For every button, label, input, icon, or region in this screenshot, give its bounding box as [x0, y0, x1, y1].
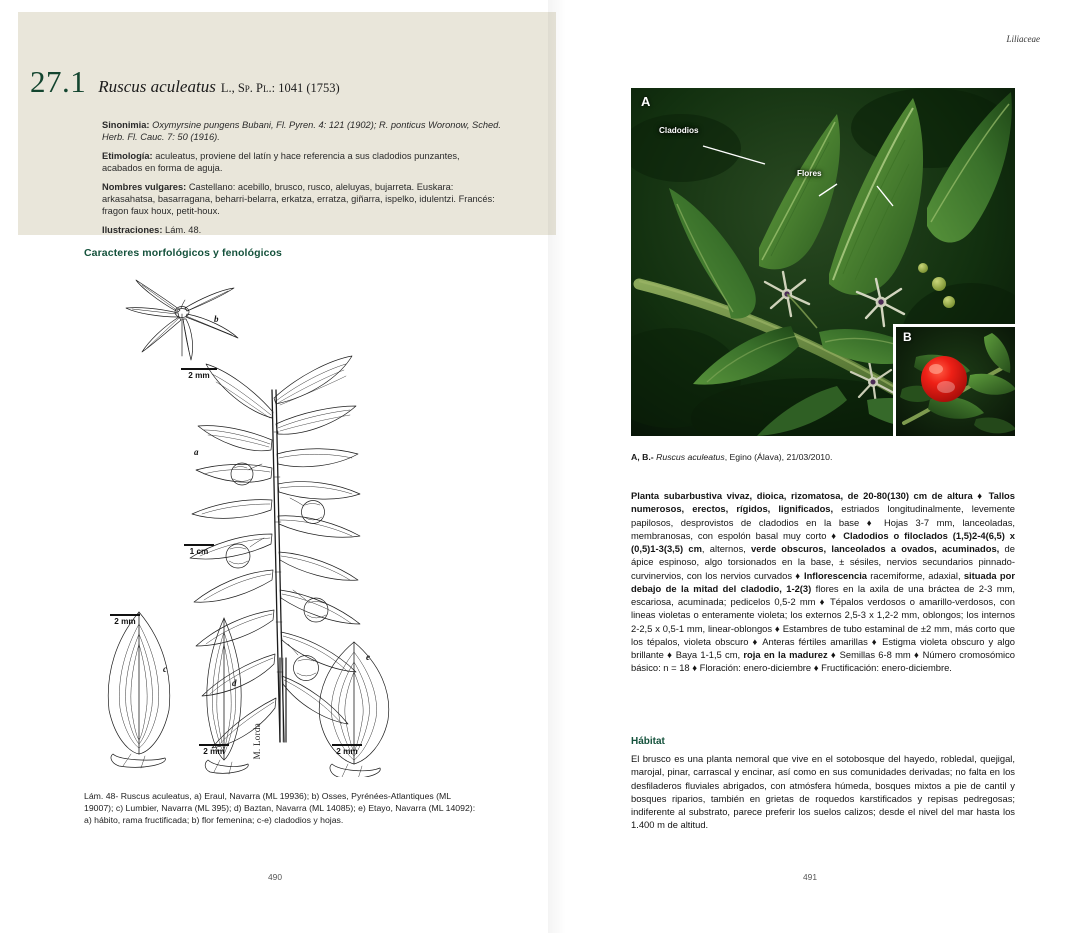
- photo-annotation-flores: Flores: [797, 169, 822, 178]
- photo-b-image: [896, 327, 1015, 436]
- scale-bar-label: 1 cm: [189, 546, 209, 556]
- meta-nombres-vulgares: [102, 181, 502, 218]
- scale-bar-label: 2 mm: [336, 746, 358, 756]
- photo-b-letter: B: [903, 330, 912, 344]
- meta-etimologia-label: Etimología:: [102, 150, 153, 161]
- page-number-right: 491: [803, 872, 817, 882]
- morphology-description: Planta subarbustiva vivaz, dioica, rizomatosa, de 20-80(130) cm de altura ♦ Tallos numerosos, erectos, rígidos, lignificados, estriados longitudinalmente, levemente papilosos, desprovistos de cladodios en la base ♦ Hojas 3-7 mm, lanceoladas, membranosas, con espolón basal muy corto ♦ Cladodios o filoclados (1,5)2-4(6,5) x (0,5)1-3(3,5) cm, alternos, verde obscuros, lanceolados a ovados, acuminados, de ápice espinoso, algo torsionados en la base, ± sésiles, nervios secundarios pinnado-curvinervios, con los nervios curvados ♦ Inflorescencia racemiforme, adaxial, situada por debajo de la mitad del cladodio, 1-2(3) flores en la axila de una bráctea de 2-3 mm, escariosa, acuminada; pedicelos 0,5-2 mm ♦ Tépalos verdosos o amarillo-verdosos, con lineas violetas o enteramente violeta; los externos 2,5-3 x 1,2-2 mm, oblongos; los internos 2-2,5 x 0,5-1 mm, linear-oblongos ♦ Estambres de tubo estaminal de ±2 mm, más corto que los tépalos, violeta obscuro ♦ Anteras fértiles amarillas ♦ Estigma violeta obscuro y algo brillante ♦ Baya 1-1,5 cm, roja en la madurez ♦ Semillas 6-8 mm ♦ Número cromosómico básico: n = 18 ♦ Floración: enero-diciembre ♦ Fructificación: enero-diciembre.: [631, 490, 1016, 674]
- scale-bar-line: [181, 368, 217, 370]
- plate-letter-a: a: [194, 447, 199, 457]
- scale-bar-line: [199, 744, 229, 746]
- meta-ilustraciones: [102, 224, 502, 236]
- plate-letter-c: c: [163, 664, 167, 674]
- meta-etimologia: [102, 150, 502, 175]
- species-authority: L., Sp. Pl.: 1041 (1753): [220, 81, 340, 95]
- plate-letter-b: b: [214, 314, 219, 324]
- meta-ilustraciones-label: Ilustraciones:: [102, 224, 163, 235]
- photo-b-berry-inset: [893, 324, 1015, 436]
- meta-nombres-vulgares-label: Nombres vulgares:: [102, 181, 187, 192]
- scale-bar-line: [110, 614, 140, 616]
- scale-bar-label: 2 mm: [203, 746, 225, 756]
- plate-drawing: [84, 272, 484, 777]
- species-name: Ruscus aculeatus: [98, 77, 216, 96]
- scale-bar-label: 2 mm: [114, 616, 136, 626]
- photo-a-plant: [631, 88, 1015, 436]
- scale-bar-line: [184, 544, 214, 546]
- right-page: [556, 0, 1080, 933]
- page-number-left: 490: [268, 872, 282, 882]
- meta-sinonimia-text: Oxymyrsine pungens Bubani, Fl. Pyren. 4: 121 (1902); R. ponticus Woronow, Sched. Herb. Fl. Cauc. 7: 50 (1916).: [102, 120, 501, 143]
- species-metadata: [102, 119, 502, 242]
- family-header: Liliaceae: [1006, 34, 1040, 44]
- meta-sinonimia-label: Sinonimia:: [102, 120, 150, 130]
- plate-caption: Lám. 48- Ruscus aculeatus, a) Eraul, Navarra (ML 19936); b) Osses, Pyrénées-Atlantiques (ML 19007); c) Lumbier, Navarra (ML 395); d) Baztan, Navarra (ML 14085); e) Etayo, Navarra (ML 14092): a) hábito, rama fructificada; b) flor femenina; c-e) cladodios y hojas.: [84, 791, 476, 826]
- plate-letter-d: d: [232, 678, 237, 688]
- scale-bar-label: 2 mm: [188, 370, 210, 380]
- scale-bar-b: [181, 368, 217, 380]
- species-title-row: [30, 64, 340, 100]
- scale-bar-c: [110, 614, 140, 626]
- scale-bar-a: [184, 544, 214, 556]
- photo-caption-prefix: A, B.-: [631, 452, 654, 462]
- photo-caption: [631, 451, 1015, 463]
- photo-caption-locality: , Egino (Álava), 21/03/2010.: [724, 452, 833, 462]
- photo-annotation-cladodios: Cladodios: [659, 126, 699, 135]
- scale-bar-d: [199, 744, 229, 756]
- scale-bar-e: [332, 744, 362, 756]
- scale-bar-line: [332, 744, 362, 746]
- morphology-heading: Caracteres morfológicos y fenológicos: [84, 247, 283, 259]
- meta-etimologia-text: aculeatus, proviene del latín y hace referencia a sus cladodios punzantes, acabados en forma de aguja.: [102, 150, 460, 174]
- meta-ilustraciones-text: Lám. 48.: [165, 224, 202, 235]
- botanical-plate-illustration: [84, 272, 484, 777]
- section-number: 27.1: [30, 64, 87, 99]
- habitat-heading: Hábitat: [631, 736, 665, 747]
- meta-nombres-vulgares-text: Castellano: acebillo, brusco, rusco, aleluyas, bujarreta. Euskara: arkasahatsa, basarragana, beharri-belarra, erkatza, erratza, giñarra, ispelko, idulentzi. Francés: fragon faux houx, petit-houx.: [102, 181, 495, 217]
- photo-a-letter: A: [641, 94, 651, 109]
- artist-signature: M. Lorda: [252, 723, 262, 760]
- species-header-block: [18, 12, 556, 235]
- plate-letter-e: e: [366, 652, 370, 662]
- photo-caption-species: Ruscus aculeatus: [656, 452, 725, 462]
- meta-sinonimia: [102, 119, 502, 144]
- habitat-description: El brusco es una planta nemoral que vive en el sotobosque del hayedo, robledal, quejigal, marojal, pinar, carrascal y encinar, así como en sus comunidades derivadas; no falta en los desfiladeros fluviales abrigados, con atmósfera húmeda, bosques mixtos a pie de cantil y bosques riparios, también en grietas de roquedos karstificados y repisas pedregosas; indiferente al substrato, parece preferir los suelos calizos; desde el nivel del mar hasta los 1.400 m de altitud.: [631, 753, 1015, 831]
